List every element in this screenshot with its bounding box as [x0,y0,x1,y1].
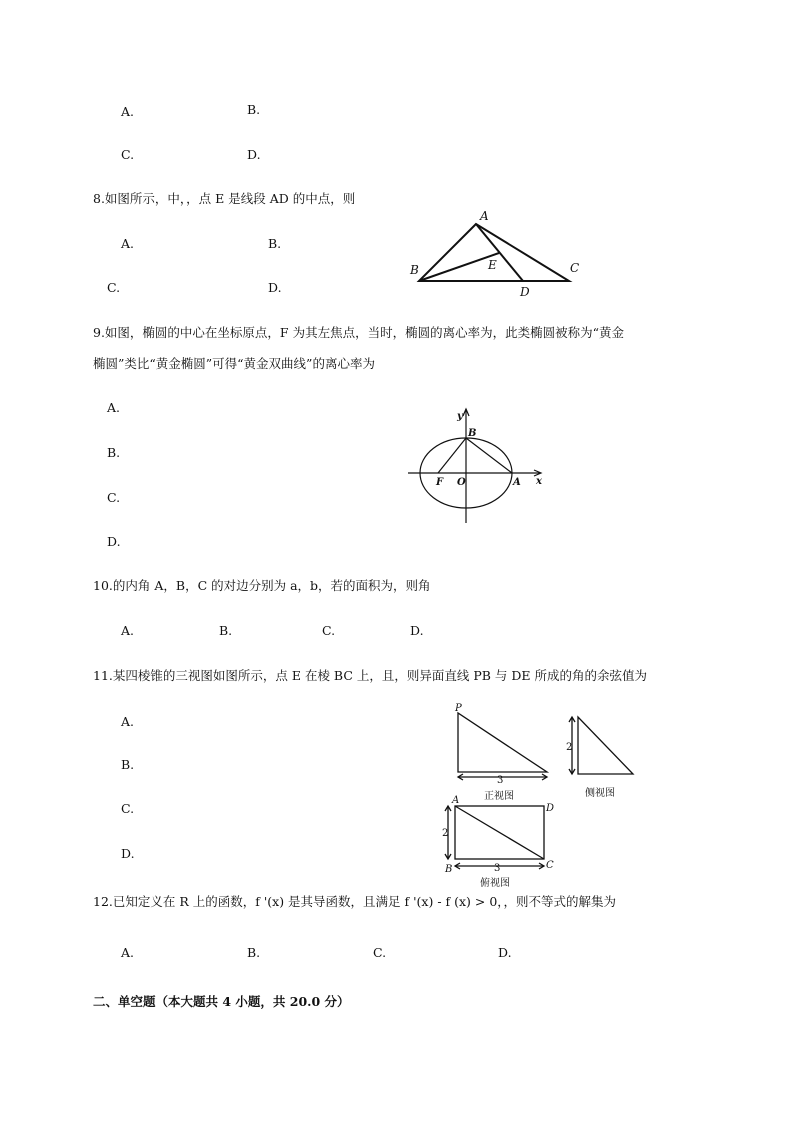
q12-option-d: D. [498,945,512,960]
side-view-label: 侧视图 [585,788,615,799]
q12-option-b: B. [247,945,261,960]
q7-option-a: A. [121,104,135,119]
label-d: D [546,803,555,814]
label-y: y [457,411,463,422]
q9-option-d: D. [107,534,121,549]
dim-side-height: 2 [566,742,573,753]
dim-top-height: 2 [442,828,449,839]
label-d: D [520,285,530,299]
q9-stem-line1: 9.如图，椭圆的中心在坐标原点，F 为其左焦点，当时，椭圆的离心率为，此类椭圆被称为“黄金 [93,325,624,340]
dim-front-width: 3 [497,775,504,786]
q7-option-d: D. [247,147,261,162]
label-a: A [480,209,489,223]
q9-stem-line2: 椭圆”类比“黄金椭圆”可得“黄金双曲线”的离心率为 [93,356,375,371]
q10-option-b: B. [219,623,233,638]
q11-option-c: C. [121,801,135,816]
top-view-label: 俯视图 [480,878,510,889]
q12-stem: 12.已知定义在 R 上的函数，f '(x) 是其导函数，且满足 f '(x) - f (x) > 0，，则不等式的解集为 [93,894,617,909]
label-c: C [546,860,554,871]
q11-option-b: B. [121,757,135,772]
q11-stem: 11.某四棱锥的三视图如图所示，点 E 在棱 BC 上，且，则异面直线 PB 与 DE 所成的角的余弦值为 [93,668,648,683]
label-b: B [445,864,453,875]
q10-option-d: D. [410,623,424,638]
label-o: O [457,477,466,488]
label-a: A [452,795,460,806]
q7-option-c: C. [121,147,135,162]
q12-option-c: C. [373,945,387,960]
label-x: x [536,476,542,487]
label-b: B [468,428,477,439]
q9-option-c: C. [107,490,121,505]
q10-stem: 10.的内角 A，B，C 的对边分别为 a，b，若的面积为，则角 [93,578,431,593]
q10-option-c: C. [322,623,336,638]
label-e: E [488,258,497,272]
q11-option-a: A. [121,714,135,729]
q11-option-d: D. [121,846,135,861]
label-p: P [455,703,462,714]
top-view [445,806,544,869]
segment-ad [476,224,523,281]
q8-option-c: C. [107,280,121,295]
q8-option-b: B. [268,236,282,251]
label-a: A [513,477,521,488]
side-view [569,717,633,774]
segment-ba [466,438,512,473]
q9-option-b: B. [107,445,121,460]
q9-ellipse-figure [400,405,550,530]
q12-option-a: A. [121,945,135,960]
q8-option-a: A. [121,236,135,251]
q7-option-b: B. [247,102,261,117]
q8-stem: 8.如图所示，中，，点 E 是线段 AD 的中点，则 [93,191,356,206]
segment-be [419,253,499,281]
q9-option-a: A. [107,400,121,415]
q8-option-d: D. [268,280,282,295]
front-view-label: 正视图 [484,791,514,802]
front-view [458,713,547,780]
label-c: C [570,261,580,275]
label-f: F [436,477,444,488]
label-b: B [410,263,419,277]
q8-triangle-figure [408,208,588,300]
q11-three-views-figure [440,700,640,890]
dim-top-width: 3 [494,863,501,874]
section-heading: 二、单空题（本大题共 4 小题，共 20.0 分） [93,994,350,1009]
q10-option-a: A. [121,623,135,638]
